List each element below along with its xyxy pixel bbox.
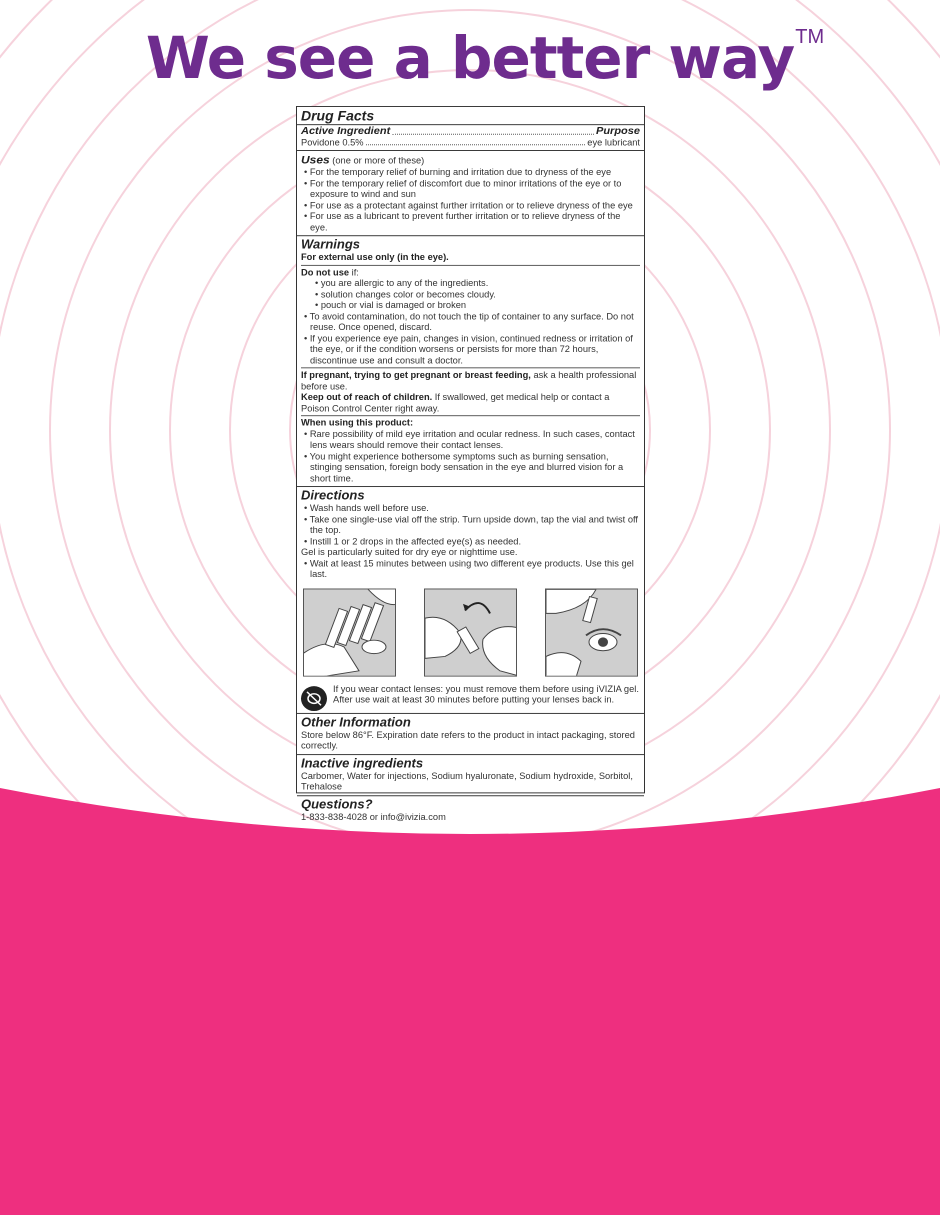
active-ingredient: Povidone 0.5% (301, 137, 364, 147)
purpose: eye lubricant (587, 137, 640, 147)
inactive-ingredients-text: Carbomer, Water for injections, Sodium hyaluronate, Sodium hydroxide, Sorbitol, Trehalose (301, 770, 633, 792)
other-information-heading: Other Information (301, 714, 411, 729)
do-not-use-item: • you are allergic to any of the ingredients. (315, 278, 489, 288)
warnings-heading: Warnings (301, 237, 360, 252)
purpose-heading: Purpose (595, 125, 640, 137)
uses-item: • For the temporary relief of discomfort due to minor irritations of the eye or to exposure to wind and sun (304, 178, 622, 199)
do-not-use-item: • pouch or vial is damaged or broken (315, 300, 467, 310)
do-not-use: Do not use if: (301, 267, 359, 277)
inactive-ingredients-section (297, 755, 644, 796)
questions-section (297, 796, 644, 825)
children-warning: Keep out of reach of children. If swallowed, get medical help or contact a Poison Control Center right away. (301, 392, 610, 413)
other-information-section (297, 713, 644, 754)
gel-note: Gel is particularly suited for dry eye or nighttime use. (301, 547, 518, 557)
eye-drop-illustration (545, 588, 638, 676)
direction-item: • Wash hands well before use. (304, 503, 429, 513)
questions-text: 1-833-838-4028 or info@ivizia.com (301, 812, 446, 822)
active-ingredient-row (301, 137, 640, 148)
active-ingredient-heading: Active Ingredient (301, 125, 391, 137)
uses-item: • For use as a lubricant to prevent further irritation or to relieve dryness of the eye. (304, 211, 621, 232)
uses-item: • For the temporary relief of burning and irritation due to dryness of the eye (304, 167, 612, 177)
directions-section (297, 487, 644, 713)
pregnant-warning: If pregnant, trying to get pregnant or breast feeding, ask a health professional before use. (301, 370, 637, 391)
uses-heading: Uses (301, 152, 330, 167)
warning-item: • If you experience eye pain, changes in vision, continued redness or irritation of the eye, or if the condition worsens or persists for more than 72 hours, discontinue use and consult a doctor. (304, 333, 633, 365)
drug-facts-title: Drug Facts (301, 107, 375, 124)
when-using-item: • You might experience bothersome symptoms such as burning sensation, stinging sensation, foreign body sensation in the eye and blurred vision for a short time. (304, 451, 624, 483)
do-not-use-item: • solution changes color or becomes cloudy. (315, 289, 496, 299)
headline-text: We see a better way (145, 24, 795, 92)
warnings-section (297, 236, 644, 487)
twist-vial-illustration (424, 588, 517, 676)
direction-item: • Instill 1 or 2 drops in the affected eye(s) as needed. (304, 536, 522, 546)
direction-item: • Take one single-use vial off the strip. Turn upside down, tap the vial and twist off the top. (304, 514, 639, 535)
vial-strip-illustration (303, 588, 396, 676)
uses-note: (one or more of these) (332, 155, 425, 166)
uses-section (297, 151, 644, 236)
contact-lens-text: If you wear contact lenses: you must remove them before using iVIZIA gel. After use wait at least 30 minutes before putting your lenses back in. (333, 683, 639, 705)
no-contact-lens-icon (301, 686, 327, 711)
inactive-ingredients-heading: Inactive ingredients (301, 755, 424, 770)
directions-heading: Directions (301, 487, 365, 503)
questions-heading: Questions? (301, 796, 373, 812)
trademark: TM (795, 26, 825, 48)
external-use: For external use only (in the eye). (301, 252, 449, 263)
other-information-text: Store below 86°F. Expiration date refers to the product in intact packaging, stored correctly. (301, 729, 635, 751)
drug-facts-panel (296, 106, 645, 822)
active-ingredient-header (301, 126, 640, 137)
direction-illustrations (301, 580, 640, 681)
drug-facts-header (297, 107, 644, 151)
contact-lens-note (301, 684, 640, 711)
headline (0, 24, 940, 92)
warning-item: • To avoid contamination, do not touch the tip of container to any surface. Do not reuse. Once opened, discard. (304, 311, 634, 332)
when-using-item: • Rare possibility of mild eye irritation and ocular redness. In such cases, contact lens wears should remove their contact lenses. (304, 429, 635, 450)
direction-item: • Wait at least 15 minutes between using two different eye products. Use this gel last. (304, 558, 634, 579)
uses-item: • For use as a protectant against further irritation or to relieve dryness of the eye (304, 200, 633, 210)
when-using-heading: When using this product: (301, 418, 414, 428)
